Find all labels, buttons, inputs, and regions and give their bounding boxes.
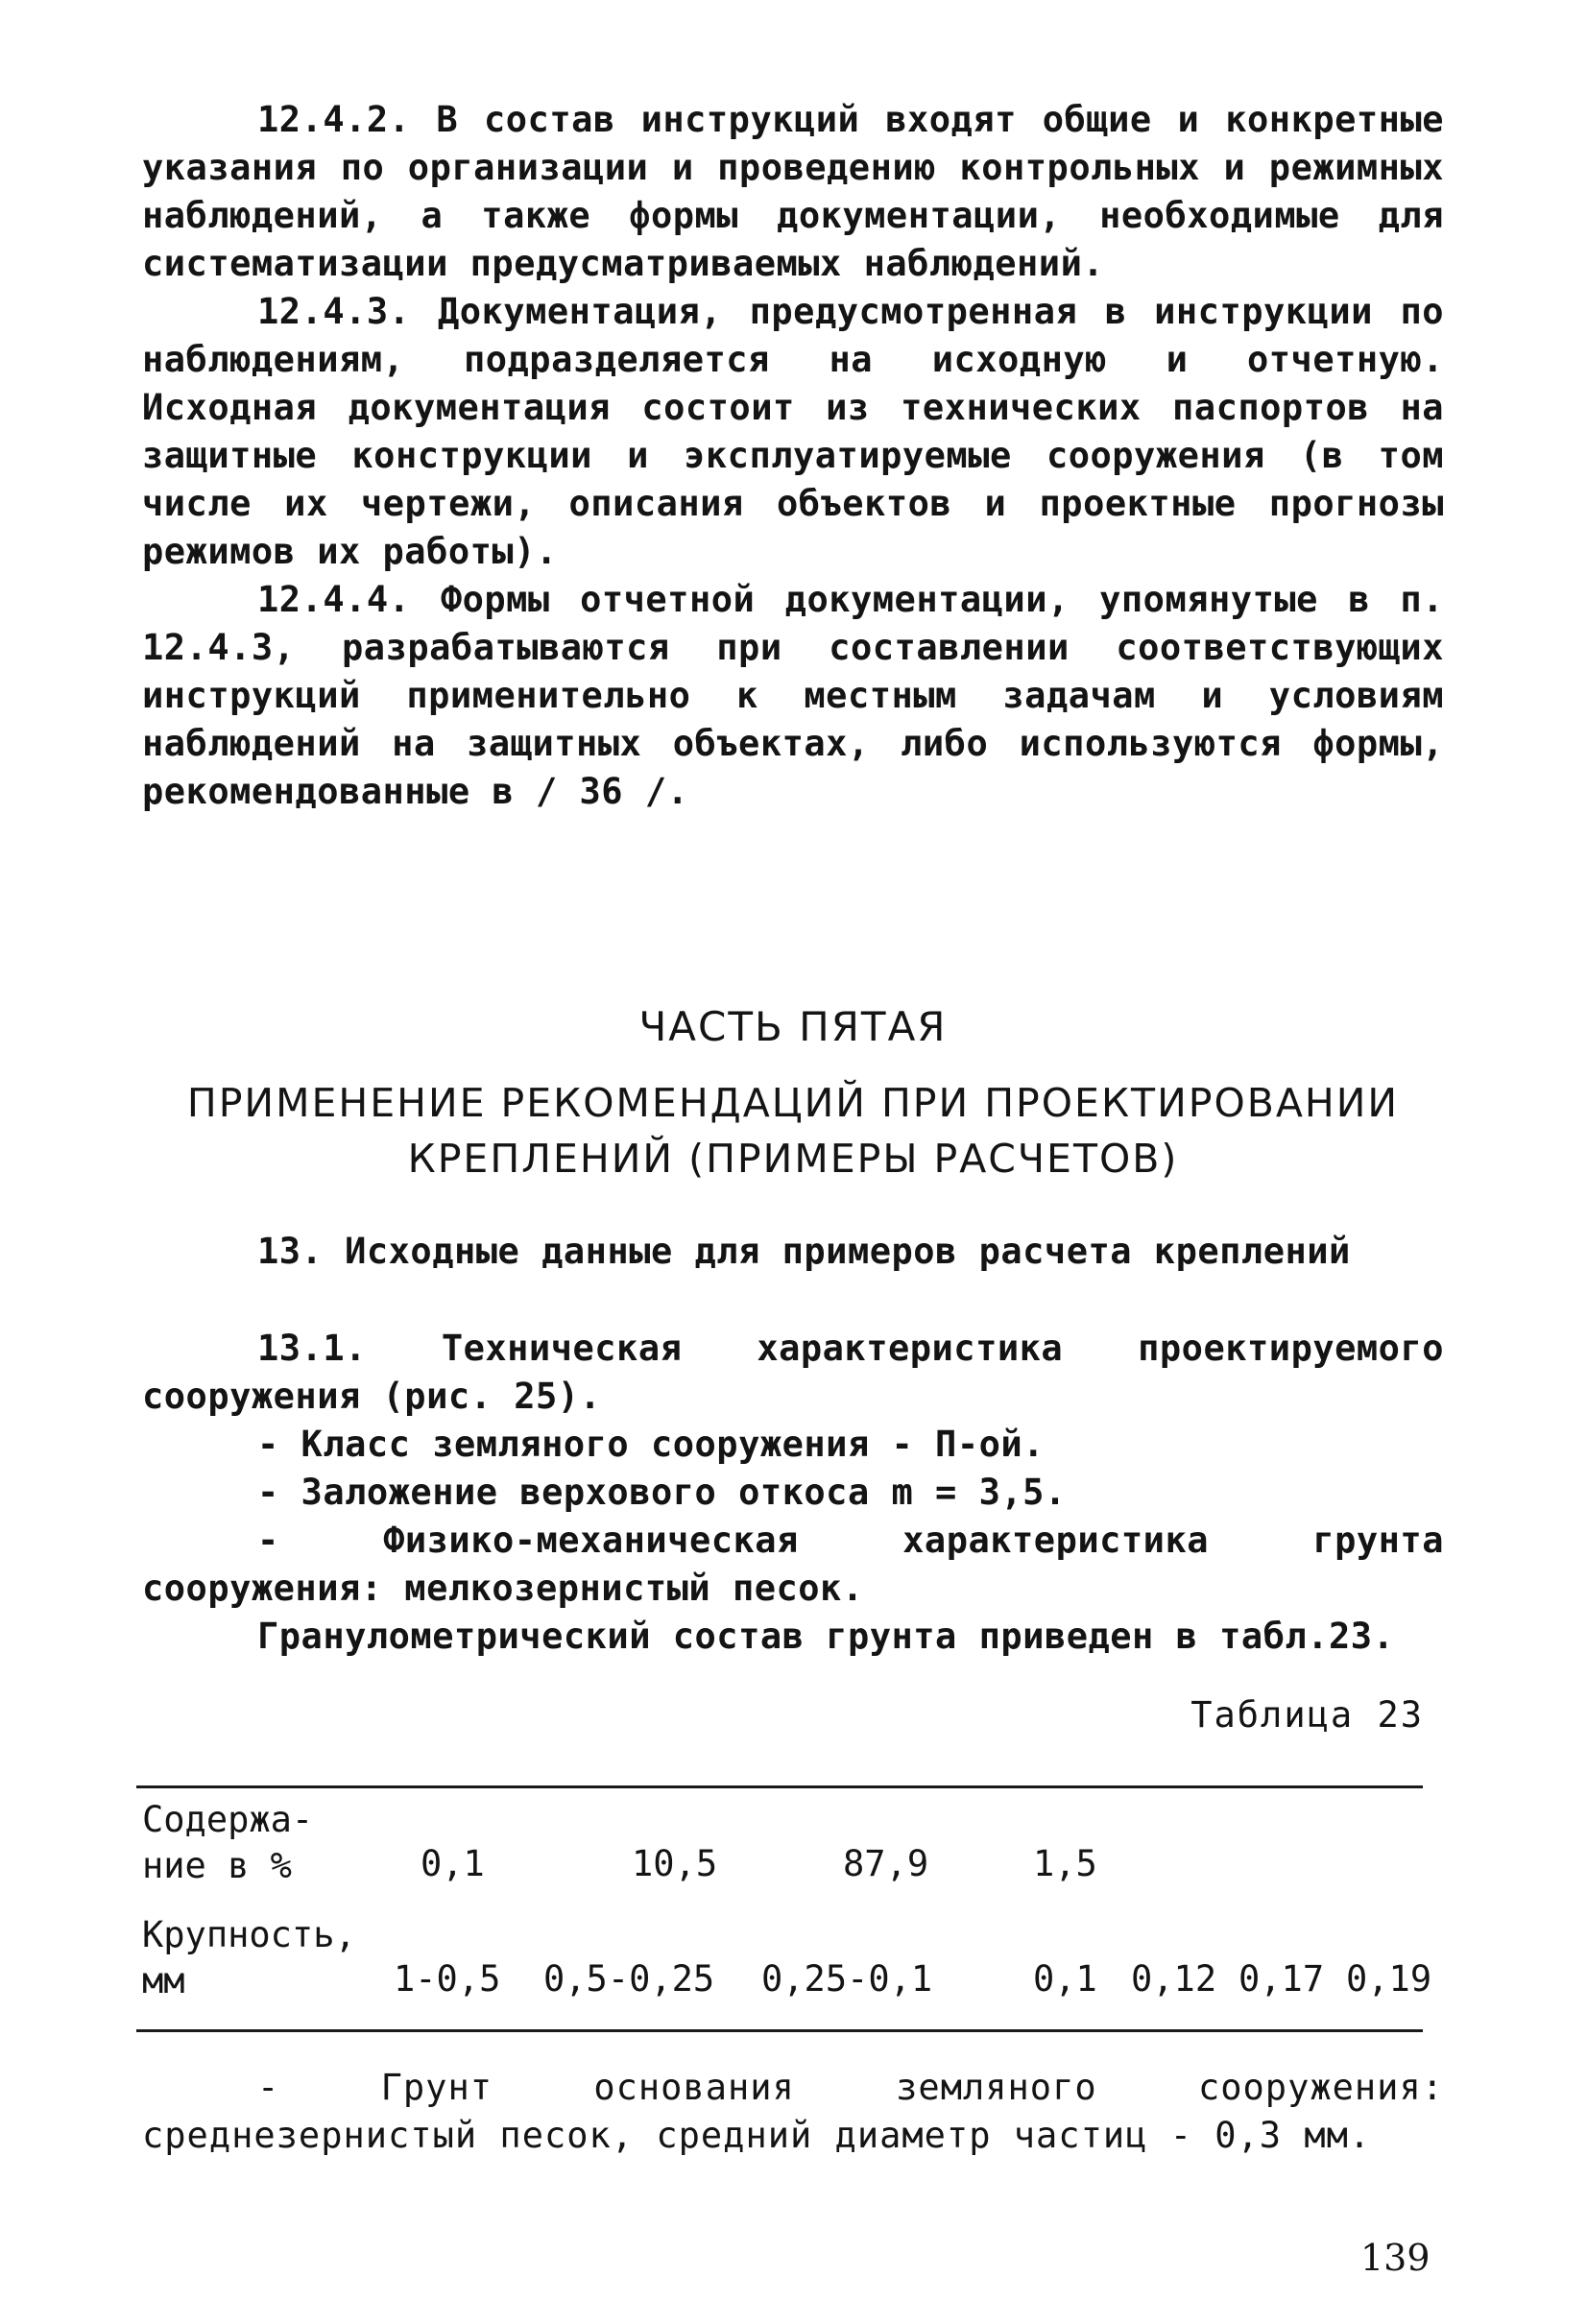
row1-value-1: 0,1 <box>421 1843 485 1884</box>
row1-label-line1: Содержа- <box>142 1799 314 1840</box>
row1-value-4: 1,5 <box>1033 1843 1097 1884</box>
paragraph-12-4-3: 12.4.3. Документация, предусмотренная в инструкции по наблюдениям, подразделяется на исходную и отчетную. Исходная документация состоит из технических паспортов на защитные конструкции и эксплуатируемые сооружения (в том числе их чертежи, описания объектов и проектные прогнозы режимов их работы). <box>142 291 1444 572</box>
part-title: ЧАСТЬ ПЯТАЯ <box>638 1003 948 1050</box>
row2-value-4: 0,1 <box>1033 1958 1097 2000</box>
row2-value-6: 0,17 <box>1238 1958 1325 2000</box>
paragraph-12-4-2: 12.4.2. В состав инструкций входят общие и конкретные указания по организации и проведению контрольных и режимных наблюдений, а также формы документации, необходимые для систематизации предусматриваемых наблюдений. <box>142 99 1444 284</box>
part-subtitle-line-2: КРЕПЛЕНИЙ (ПРИМЕРЫ РАСЧЕТОВ) <box>407 1136 1179 1182</box>
paragraph-13-1: 13.1. Техническая характеристика проектируемого сооружения (рис. 25). <box>142 1328 1444 1417</box>
row1-value-2: 10,5 <box>632 1843 718 1884</box>
item-class: - Класс земляного сооружения - П-ой. <box>257 1424 1045 1465</box>
row2-value-3: 0,25-0,1 <box>761 1958 933 2000</box>
row2-value-1: 1-0,5 <box>394 1958 501 2000</box>
section-body <box>142 1325 1444 1661</box>
table-top-rule <box>136 1785 1423 1788</box>
item-soil: - Физико-механическая характеристика грунта сооружения: мелкозернистый песок. <box>142 1520 1444 1609</box>
footer-paragraph: - Грунт основания земляного сооружения: среднезернистый песок, средний диаметр частиц - 0,3 мм. <box>142 2067 1444 2156</box>
table-bottom-rule <box>136 2029 1423 2032</box>
row2-value-7: 0,19 <box>1346 1958 1432 2000</box>
page-number: 139 <box>1360 2237 1431 2279</box>
part-subtitle-line-1: ПРИМЕНЕНИЕ РЕКОМЕНДАЦИЙ ПРИ ПРОЕКТИРОВАНИИ <box>186 1080 1400 1126</box>
row2-value-2: 0,5-0,25 <box>543 1958 715 2000</box>
item-slope: - Заложение верхового откоса m = 3,5. <box>257 1472 1067 1513</box>
row2-value-5: 0,12 <box>1131 1958 1217 2000</box>
top-paragraphs <box>142 96 1444 816</box>
section-heading: 13. Исходные данные для примеров расчета креплений <box>257 1231 1351 1272</box>
footer-paragraph-block <box>142 2064 1444 2160</box>
paragraph-12-4-4: 12.4.4. Формы отчетной документации, упомянутые в п. 12.4.3, разрабатываются при составлении соответствующих инструкций применительно к местным задачам и условиям наблюдений на защитных объектах, либо используются формы, рекомендованные в / 36 /. <box>142 579 1444 812</box>
row2-label-line2: мм <box>142 1960 185 2001</box>
row1-label-line2: ние в % <box>142 1845 292 1886</box>
table-caption: Таблица 23 <box>1190 1694 1424 1736</box>
part-subtitle <box>142 1075 1444 1186</box>
row2-label-line1: Крупность, <box>142 1914 356 1955</box>
row1-value-3: 87,9 <box>843 1843 929 1884</box>
granulometry-line: Гранулометрический состав грунта приведен в табл.23. <box>257 1616 1395 1657</box>
